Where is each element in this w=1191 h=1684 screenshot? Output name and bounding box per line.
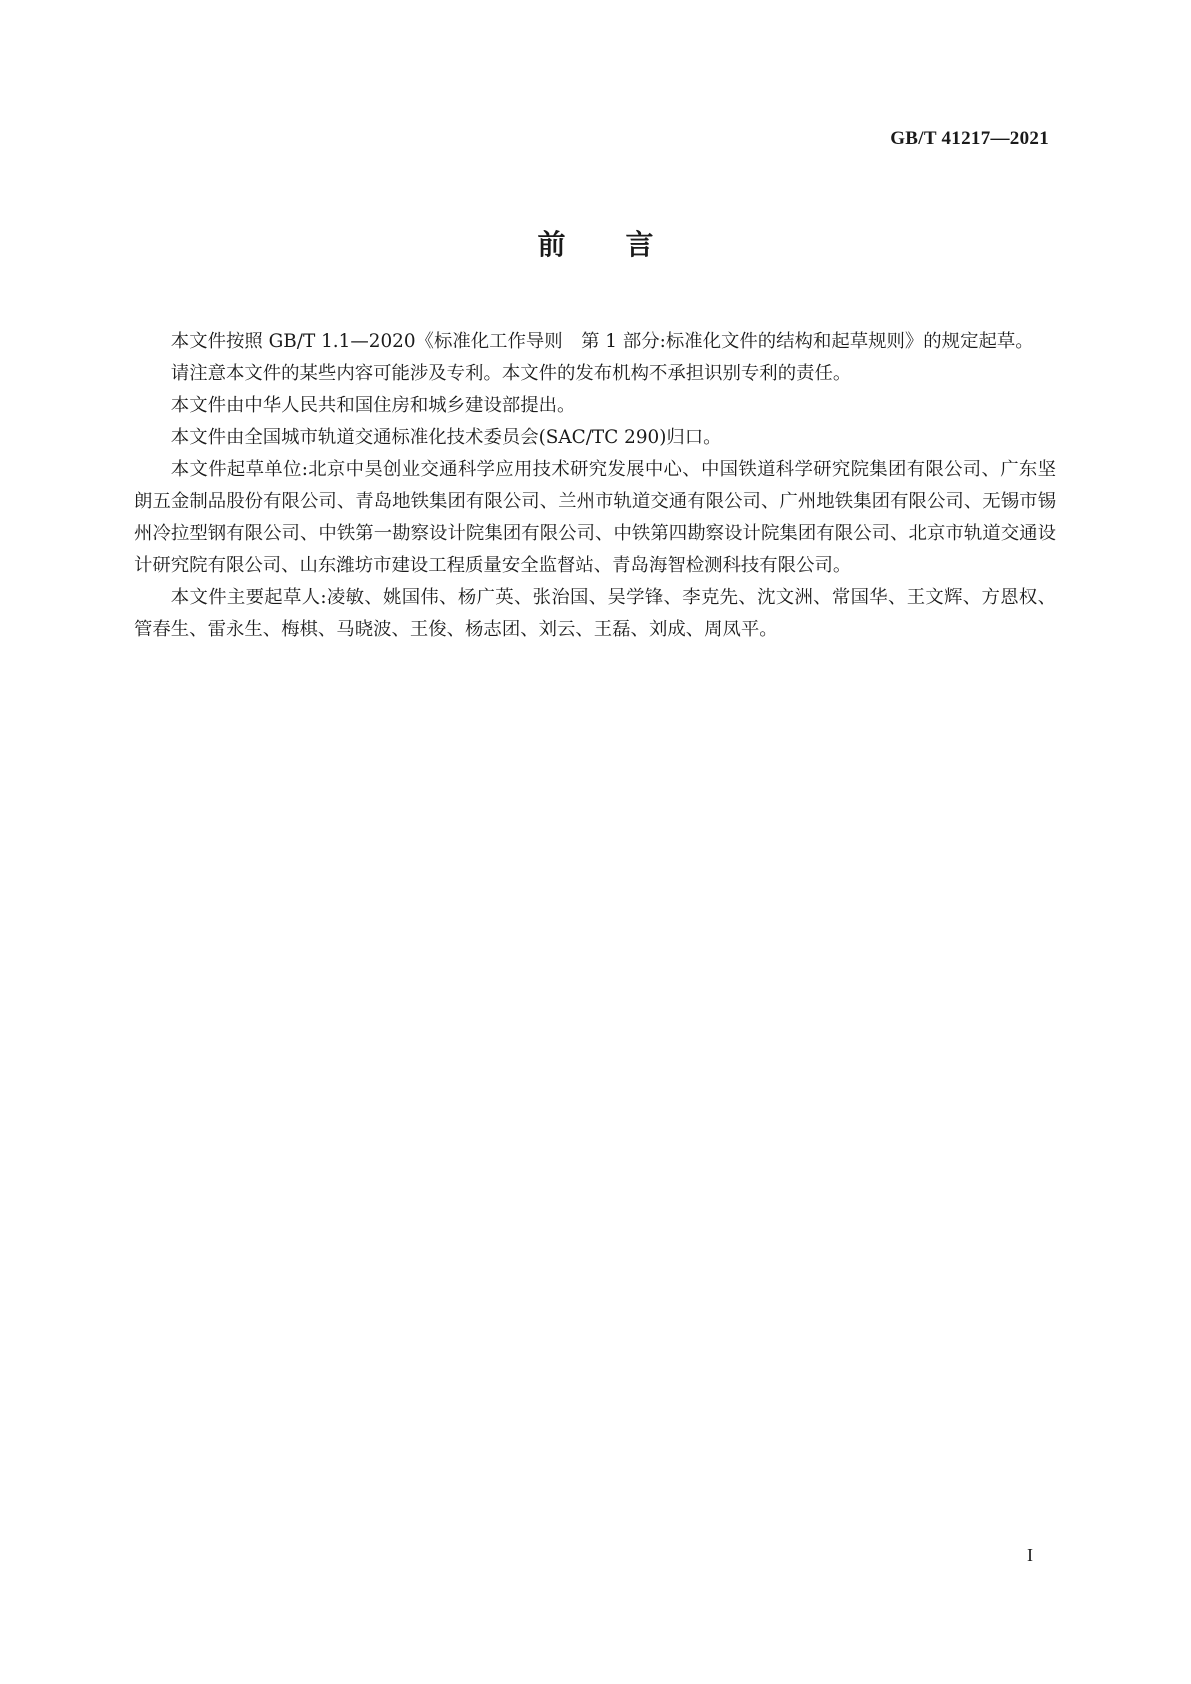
paragraph-patent-notice: 请注意本文件的某些内容可能涉及专利。本文件的发布机构不承担识别专利的责任。 (170, 363, 852, 384)
page-number: I (1027, 1545, 1033, 1565)
paragraph-drafters: 本文件主要起草人:凌敏、姚国伟、杨广英、张治国、吴学锋、李克先、沈文洲、常国华、王文辉、方恩权、管春生、雷永生、梅棋、马晓波、王俊、杨志团、刘云、王磊、刘成、周凤平。 (134, 587, 1056, 640)
paragraph-proposer: 本文件由中华人民共和国住房和城乡建设部提出。 (170, 395, 576, 416)
paragraph-committee: 本文件由全国城市轨道交通标准化技术委员会(SAC/TC 290)归口。 (170, 427, 722, 448)
preface-body (134, 326, 1056, 646)
document-code: GB/T 41217—2021 (890, 128, 1049, 149)
page-title: 前言 (537, 228, 714, 261)
paragraph-drafting-units: 本文件起草单位:北京中昊创业交通科学应用技术研究发展中心、中国铁道科学研究院集团有限公司、广东坚朗五金制品股份有限公司、青岛地铁集团有限公司、兰州市轨道交通有限公司、广州地铁集团有限公司、无锡市锡州冷拉型钢有限公司、中铁第一勘察设计院集团有限公司、中铁第四勘察设计院集团有限公司、北京市轨道交通设计研究院有限公司、山东潍坊市建设工程质量安全监督站、青岛海智检测科技有限公司。 (134, 459, 1056, 576)
paragraph-drafting-rules: 本文件按照 GB/T 1.1—2020《标准化工作导则 第 1 部分:标准化文件的结构和起草规则》的规定起草。 (170, 331, 1034, 352)
